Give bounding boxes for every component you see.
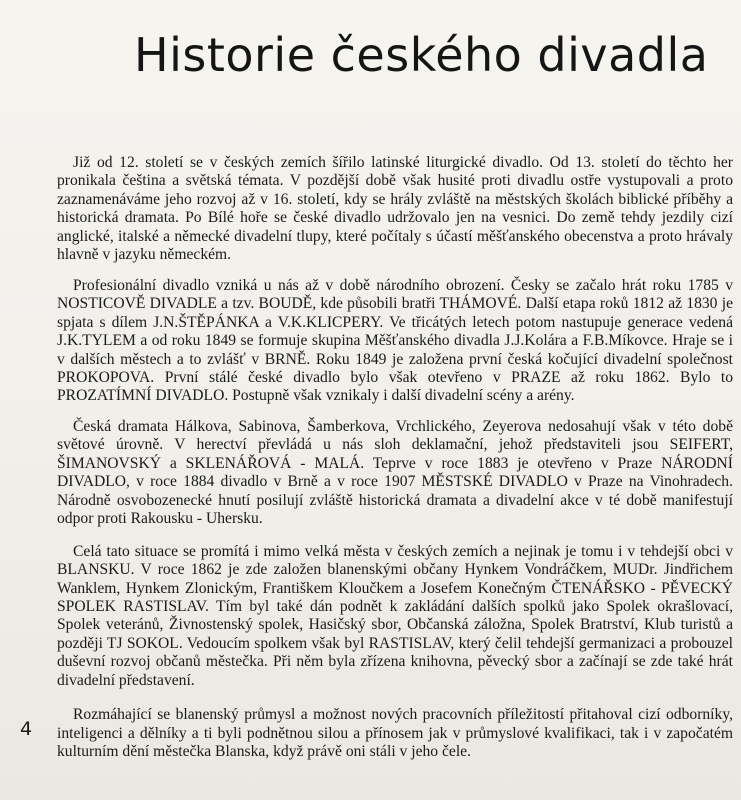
paragraph-5: Rozmáhající se blanenský průmysl a možnost nových pracovních příležitostí přitahoval cizí odborníky, inteligenci a dělníky a ti byli podnětnou silou a přínosem jak v průmyslové kvalifikaci, tak i v započatém kulturním dění městečka Blanska, když právě oni stáli v jeho čele.: [57, 706, 733, 761]
paragraph-2: Profesionální divadlo vzniká u nás až v době národního obrození. Česky se začalo hrát roku 1785 v NOSTICOVĚ DIVADLE a tzv. BOUDĚ, kde působili bratři THÁMOVÉ. Další etapa roků 1812 až 1830 je spjata s dílem J.N.ŠTĚPÁNKA a V.K.KLICPERY. Ve třicátých letech potom nastupuje generace vedená J.K.TYLEM a od roku 1849 se formuje skupina Měšťanského divadla J.J.Kolára a F.B.Míkovce. Hraje se i v dalších městech a to zvlášť v BRNĚ. Roku 1849 je založena první česká kočující divadelní společnost PROKOPOVA. První stálé české divadlo bylo však otevřeno v PRAZE až roku 1862. Bylo to PROZATÍMNÍ DIVADLO. Postupně však vznikaly i další divadelní scény a arény.: [57, 276, 733, 405]
paragraph-1: Již od 12. století se v českých zemích šířilo latinské liturgické divadlo. Od 13. století do těchto her pronikala čeština a světská témata. V pozdější době však husité proti divadlu ostře vystupovali a proto zaznamenáváme jeho rozvoj až v 16. století, kdy se hrály zvláště na městských školách biblické příběhy a historická dramata. Po Bílé hoře se české divadlo udržovalo jen na vesnici. Do země tehdy jezdily cizí anglické, italské a německé divadelní tlupy, které počítaly s účastí měšťanského obecenstva a proto hrávaly hlavně v jazyku německém.: [57, 154, 733, 264]
page-number: 4: [20, 718, 33, 740]
paragraph-4: Celá tato situace se promítá i mimo velká města v českých zemích a nejinak je tomu i v tehdejší obci v BLANSKU. V roce 1862 je zde založen blanenskými občany Hynkem Vondráčkem, MUDr. Jindřichem Wanklem, Hynkem Zlonickým, Františkem Kloučkem a Josefem Konečným ČTENÁŘSKO - PĚVECKÝ SPOLEK RASTISLAV. Tím byl také dán podnět k zakládání dalších spolků jako Spolek okrašlovací, Spolek veteránů, Živnostenský spolek, Hasičský sbor, Občanská záložna, Spolek Bratrství, Klub turistů a později TJ SOKOL. Vedoucím spolkem však byl RASTISLAV, který čelil tehdejší germanizaci a probouzel duševní rozvoj občanů městečka. Při něm byla zřízena knihovna, pěvecký sbor a začínají se zde také hrát divadelní představení.: [57, 542, 733, 689]
page-title: Historie českého divadla: [134, 28, 709, 82]
paragraph-3: Česká dramata Hálkova, Sabinova, Šamberkova, Vrchlického, Zeyerova nedosahují však v této době světové úrovně. V herectví převládá u nás sloh deklamační, jehož představiteli jsou SEIFERT, ŠIMANOVSKÝ a SKLENÁŘOVÁ - MALÁ. Teprve v roce 1883 je otevřeno v Praze NÁRODNÍ DIVADLO, v roce 1884 divadlo v Brně a v roce 1907 MĚSTSKÉ DIVADLO v Praze na Vinohradech. Národně osvobozenecké hnutí posilují zvláště historická dramata a divadelní akce v té době manifestují odpor proti Rakousku - Uhersku.: [57, 417, 733, 528]
body-text: [57, 154, 733, 762]
